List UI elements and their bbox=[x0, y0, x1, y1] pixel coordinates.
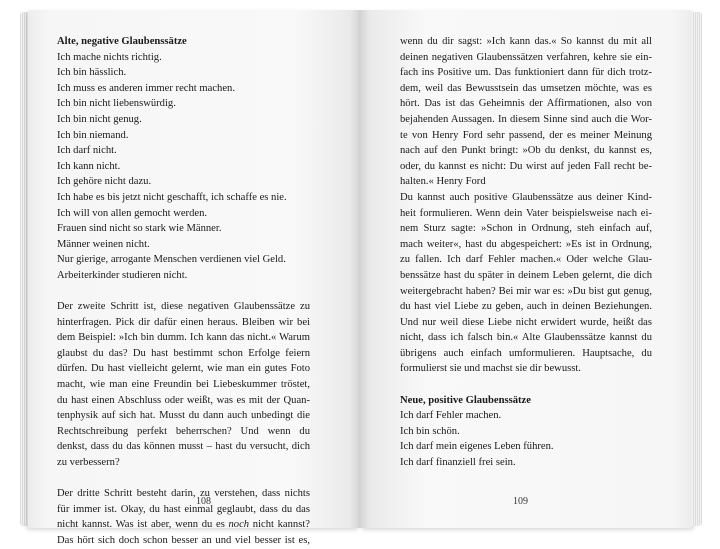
paragraph-line: Der zweite Schritt ist, diese negativen Glaubenssätze zu bbox=[57, 301, 310, 313]
belief-line: Ich will von allen gemocht werden. bbox=[57, 207, 208, 219]
belief-line: Arbeiterkinder studieren nicht. bbox=[57, 269, 188, 281]
paragraph-line: benssätze hast du später in deinem Leben gelernt, die dich bbox=[400, 269, 652, 281]
right-page-text bbox=[400, 34, 652, 471]
paragraph-line: formulierst sie und machst sie dir bewusst. bbox=[400, 363, 581, 375]
paragraph-line: glaubst du das? Du hast bestimmt schon Erfolge feiern bbox=[57, 347, 310, 359]
paragraph-line: dem, weil das Bewusstsein das umsetzen möchte, was es bbox=[400, 82, 652, 94]
belief-line: Ich muss es anderen immer recht machen. bbox=[57, 82, 235, 94]
paragraph-line: für immer ist. Okay, du hast einmal geglaubt, dass du das bbox=[57, 503, 310, 515]
belief-line: Ich kann nicht. bbox=[57, 160, 121, 172]
belief-line: Ich gehöre nicht dazu. bbox=[57, 176, 152, 188]
left-heading: Alte, negative Glaubenssätze bbox=[57, 36, 187, 47]
paragraph-line: heit formulieren. Wenn dein Vater beispielsweise nach ei- bbox=[400, 207, 652, 219]
left-page-text bbox=[57, 34, 310, 549]
belief-line: Ich darf Fehler machen. bbox=[400, 410, 502, 422]
belief-line: Männer weinen nicht. bbox=[57, 238, 150, 250]
belief-line: Ich mache nichts richtig. bbox=[57, 51, 162, 63]
paragraph-line: hinterfragen. Pick dir dafür einen heraus. Bleiben wir bei bbox=[57, 316, 310, 328]
belief-line: Ich bin nicht genug. bbox=[57, 113, 142, 125]
belief-line: Ich bin nicht liebenswürdig. bbox=[57, 98, 176, 110]
paragraph-line: fach ins Positive um. Das funktioniert dann für dich trotz- bbox=[400, 67, 652, 79]
belief-line: Ich bin niemand. bbox=[57, 129, 129, 141]
paragraph-line: übrigens auch einfach umformulieren. Hauptsache, du bbox=[400, 347, 652, 359]
belief-line: Ich darf finanziell frei sein. bbox=[400, 457, 516, 469]
paragraph-line: Der dritte Schritt besteht darin, zu verstehen, dass nichts bbox=[57, 488, 310, 500]
paragraph-line: wenn du dir sagst: »Ich kann das.« So kannst du mit all bbox=[400, 36, 652, 47]
paragraph-line: mach weiter«, hast du abgespeichert: »Es ist in Ordnung, bbox=[400, 238, 652, 250]
paragraph-line: te von Henry Ford sehr passend, der es meiner Meinung bbox=[400, 129, 652, 141]
paragraph-line: nicht kannst. Was ist aber, wenn du es noch nicht kannst? bbox=[57, 519, 310, 531]
paragraph-line: zu fallen. Ich darf Fehler machen.« Oder welche Glau- bbox=[400, 254, 652, 266]
page-number-right: 109 bbox=[513, 496, 528, 507]
paragraph-line: bejahenden Aussagen. In diesem Sinne sind auch die Wor- bbox=[400, 113, 652, 125]
belief-line: Ich bin schön. bbox=[400, 425, 460, 437]
belief-line: Frauen sind nicht so stark wie Männer. bbox=[57, 223, 222, 235]
right-heading: Neue, positive Glaubenssätze bbox=[400, 394, 531, 406]
belief-line: Ich darf mein eigenes Leben führen. bbox=[400, 441, 554, 453]
paragraph-line: halten.« Henry Ford bbox=[400, 176, 486, 188]
paragraph-line: zu verbessern? bbox=[57, 457, 120, 469]
paragraph-line: denkst, dass du das können musst – hast du versucht, dich bbox=[57, 441, 310, 453]
paragraph-line: tenphysik auf sich hat. Musst du dann auch unbedingt die bbox=[57, 410, 310, 422]
paragraph-line: Und nur weil diese Liebe nicht erwidert wurde, heißt das bbox=[400, 316, 652, 328]
paragraph-line: du hast viel Liebe zu geben, auch in deinen Beziehungen. bbox=[400, 301, 652, 313]
paragraph-line: Du kannst auch positive Glaubenssätze aus deiner Kind- bbox=[400, 191, 652, 203]
page-stack-right bbox=[692, 12, 702, 526]
paragraph-line: oder, du kannst es nicht: Du wirst auf jeden Fall recht be- bbox=[400, 160, 652, 172]
paragraph-line: deinen negativen Glaubenssätzen verfahren, kehre sie ein- bbox=[400, 51, 652, 63]
paragraph-line: Das hört sich doch schon besser an und viel besser ist es, bbox=[57, 535, 310, 546]
paragraph-line: hört. Das ist das Geheimnis der Affirmationen, also von bbox=[400, 98, 652, 110]
paragraph-line: nach auf den Punkt bringt: »Ob du denkst, du kannst es, bbox=[400, 145, 652, 157]
paragraph-line: dem Beispiel: »Ich bin dumm. Ich kann das nicht.« Warum bbox=[57, 332, 310, 344]
paragraph-line: du hast einen Abschluss oder weißt, was es mit der Quan- bbox=[57, 394, 310, 406]
belief-line: Nur gierige, arrogante Menschen verdienen viel Geld. bbox=[57, 254, 286, 266]
paragraph-line: dürfen. Du hast vielleicht gelernt, wie man ein gutes Foto bbox=[57, 363, 310, 375]
emphasis-noch: noch bbox=[228, 519, 250, 531]
page-stack-left bbox=[20, 12, 28, 526]
belief-line: Ich habe es bis jetzt nicht geschafft, ich schaffe es nie. bbox=[57, 191, 287, 203]
paragraph-line: macht, wie man eine Freundin bei Liebeskummer tröstet, bbox=[57, 379, 310, 391]
page-number-left: 108 bbox=[196, 496, 211, 507]
paragraph-line: Rechtschreibung perfekt beherrschen? Und wenn du bbox=[57, 425, 310, 437]
paragraph-line: nem Sturz sagte: »Schon in Ordnung, steh einfach auf, bbox=[400, 223, 652, 235]
belief-line: Ich darf nicht. bbox=[57, 145, 117, 157]
paragraph-line: weitergebracht haben? Bei mir war es: »Du bist gut genug, bbox=[400, 285, 652, 297]
belief-line: Ich bin hässlich. bbox=[57, 67, 127, 79]
paragraph-line: nicht, dass ich falsch bin.« Alte Glaubenssätze kannst du bbox=[400, 332, 652, 344]
